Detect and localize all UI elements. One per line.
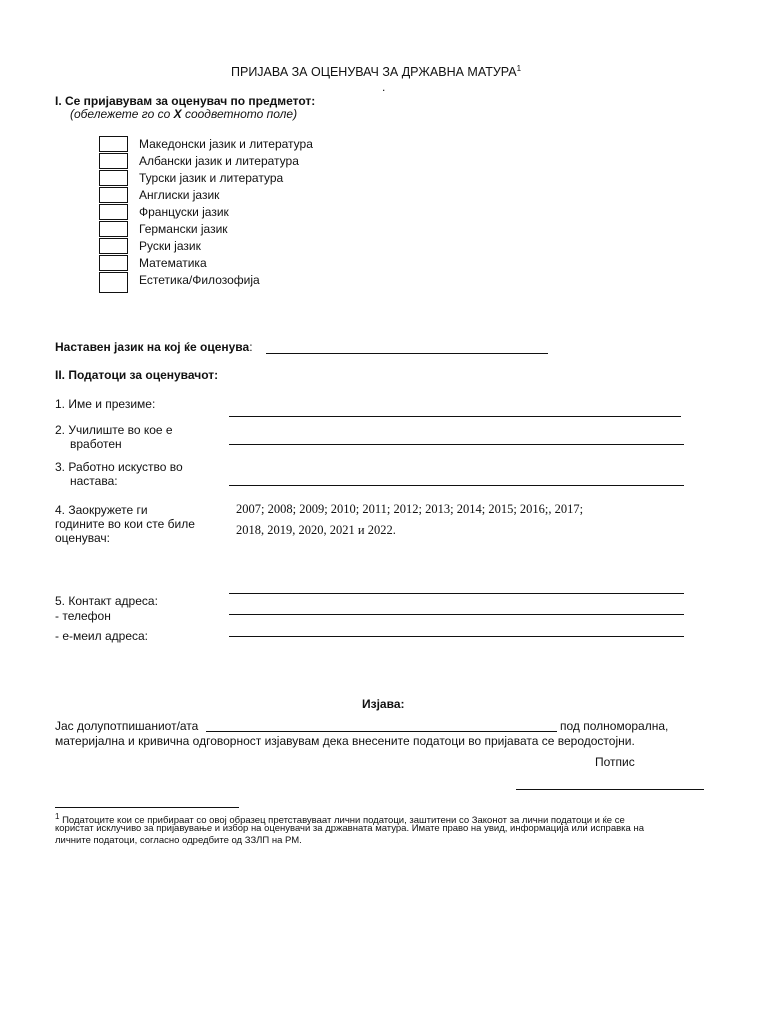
experience-label-line2: настава: bbox=[70, 474, 118, 488]
title-text: ПРИЈАВА ЗА ОЦЕНУВАЧ ЗА ДРЖАВНА МАТУРА bbox=[231, 65, 517, 80]
document-title bbox=[231, 64, 521, 79]
address-label: 5. Контакт адреса: bbox=[55, 594, 158, 608]
name-label: 1. Име и презиме: bbox=[55, 397, 156, 411]
instruction-suffix: соодветното поле) bbox=[181, 107, 298, 121]
checkbox-albanian[interactable] bbox=[99, 153, 128, 169]
statement-heading: Изјава: bbox=[362, 697, 405, 711]
subject-label: Турски јазик и литература bbox=[139, 171, 284, 185]
checkbox-english[interactable] bbox=[99, 187, 128, 203]
email-label: - е-меил адреса: bbox=[55, 629, 148, 643]
teaching-language-row bbox=[55, 340, 253, 354]
subject-label: Англиски јазик bbox=[139, 188, 220, 202]
teaching-language-field[interactable] bbox=[266, 353, 548, 354]
subject-label: Албански јазик и литература bbox=[139, 154, 299, 168]
checkbox-mathematics[interactable] bbox=[99, 255, 128, 271]
school-label-line2: вработен bbox=[70, 437, 122, 451]
instruction-mark: X bbox=[173, 107, 182, 121]
phone-email-field[interactable] bbox=[229, 636, 684, 637]
experience-field[interactable] bbox=[229, 485, 684, 486]
footnote-line2: користат исклучиво за пријавување и избор на оценувачи за државната матура. Имате право на увид, информација или исправка на bbox=[55, 823, 644, 834]
address-field-line2[interactable] bbox=[229, 614, 684, 615]
statement-line2: материјална и кривична одговорност изјавувам дека внесените податоци во пријавата се веродостојни. bbox=[55, 734, 635, 748]
teaching-language-colon: : bbox=[249, 340, 253, 354]
declarant-name-field[interactable] bbox=[206, 731, 557, 732]
checkbox-turkish[interactable] bbox=[99, 170, 128, 186]
title-footnote-mark: 1 bbox=[516, 64, 522, 73]
footnote-line3: личните податоци, согласно одредбите од ЗЗЛП на РМ. bbox=[55, 835, 302, 846]
section2-heading: II. Податоци за оценувачот: bbox=[55, 368, 219, 382]
years-label-line3: оценувач: bbox=[55, 531, 110, 545]
school-label-line1: 2. Училиште во кое е bbox=[55, 423, 173, 437]
checkbox-macedonian[interactable] bbox=[99, 136, 128, 152]
checkbox-french[interactable] bbox=[99, 204, 128, 220]
subject-label: Естетика/Филозофија bbox=[139, 273, 260, 287]
footnote-text: Податоците кои се прибираат со овој образец претставуваат лични податоци, заштитени со Законот за лични податоци и ќе се bbox=[59, 815, 625, 827]
section1-instruction bbox=[70, 107, 297, 121]
signature-label: Потпис bbox=[595, 755, 635, 769]
subject-label: Македонски јазик и литература bbox=[139, 137, 313, 151]
subject-label: Математика bbox=[139, 256, 207, 270]
section1-heading: I. Се пријавувам за оценувач по предметот: bbox=[55, 94, 316, 108]
title-dot: . bbox=[382, 80, 386, 94]
address-field-line1[interactable] bbox=[229, 593, 684, 594]
instruction-prefix: (обележете го со bbox=[70, 107, 174, 121]
subject-label: Француски јазик bbox=[139, 205, 229, 219]
statement-line1-suffix: под полноморална, bbox=[560, 719, 669, 733]
experience-label-line1: 3. Работно искуство во bbox=[55, 460, 183, 474]
footnote-mark: 1 bbox=[55, 812, 60, 821]
years-label-line2: годините во кои сте биле bbox=[55, 517, 195, 531]
years-label-line1: 4. Заокружете ги bbox=[55, 503, 148, 517]
checkbox-russian[interactable] bbox=[99, 238, 128, 254]
name-field[interactable] bbox=[229, 416, 681, 417]
checkbox-german[interactable] bbox=[99, 221, 128, 237]
subject-label: Германски јазик bbox=[139, 222, 228, 236]
footnote-separator bbox=[55, 807, 239, 808]
checkbox-aesthetics-philosophy[interactable] bbox=[99, 272, 128, 293]
years-options-line2[interactable]: 2018, 2019, 2020, 2021 и 2022. bbox=[236, 523, 396, 537]
teaching-language-label: Наставен јазик на кој ќе оценува bbox=[55, 340, 250, 354]
signature-field[interactable] bbox=[516, 789, 704, 790]
years-options-line1[interactable]: 2007; 2008; 2009; 2010; 2011; 2012; 2013; 2014; 2015; 2016;, 2017; bbox=[236, 502, 584, 516]
phone-label: - телефон bbox=[55, 609, 111, 623]
school-field[interactable] bbox=[229, 444, 684, 445]
subject-label: Руски јазик bbox=[139, 239, 201, 253]
statement-line1-prefix: Јас долупотпишаниот/ата bbox=[55, 719, 199, 733]
